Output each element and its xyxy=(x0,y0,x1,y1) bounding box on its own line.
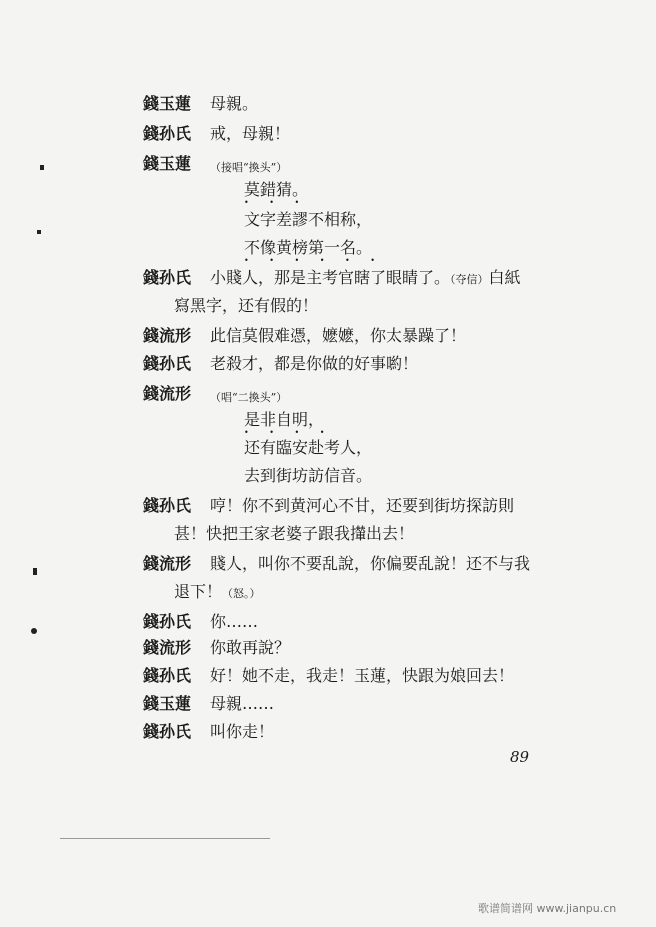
dialogue-continuation: 甚！快把王家老婆子跟我攆出去！ xyxy=(174,524,415,543)
margin-mark xyxy=(31,628,37,634)
margin-mark xyxy=(33,568,37,575)
dialogue: 此信莫假难憑，嬷嬷，你太暴躁了！ xyxy=(210,326,467,345)
dialogue: 好！她不走，我走！玉蓮，快跟为娘回去！ xyxy=(210,666,515,685)
speaker: 錢孙氏 xyxy=(143,722,192,741)
speaker: 錢孙氏 xyxy=(143,496,192,515)
emphasis-dots: • • • • • • xyxy=(244,256,385,265)
speaker: 錢玉蓮 xyxy=(143,694,192,713)
bottom-rule xyxy=(60,838,270,839)
speaker: 錢孙氏 xyxy=(143,268,192,287)
speaker: 錢流形 xyxy=(143,326,192,345)
speaker: 錢玉蓮 xyxy=(143,154,192,173)
speaker: 錢孙氏 xyxy=(143,354,192,373)
speaker: 錢玉蓮 xyxy=(143,94,192,113)
emphasis-dots: • • • xyxy=(244,198,309,207)
margin-mark xyxy=(40,165,44,170)
dialogue-continuation xyxy=(174,582,261,604)
speaker: 錢流形 xyxy=(143,384,192,403)
dialogue: 老殺才，都是你做的好事喲！ xyxy=(210,354,419,373)
dialogue xyxy=(210,268,521,290)
speaker: 錢孙氏 xyxy=(143,666,192,685)
lyric-line: 不像黄榜第一名。 xyxy=(244,238,373,257)
watermark: 歌谱简谱网 www.jianpu.cn xyxy=(478,902,617,915)
dialogue-text: 退下！ xyxy=(174,582,223,601)
stage-direction: （接唱“換头”） xyxy=(210,161,288,174)
stage-direction: （唱“二換头”） xyxy=(210,391,288,404)
dialogue-text: 小賤人，那是主考官瞎了眼睛了。 xyxy=(210,268,451,287)
speaker: 錢孙氏 xyxy=(143,612,192,631)
emphasis-dots: • • • • xyxy=(244,428,334,437)
dialogue: 母親…… xyxy=(210,694,275,713)
lyric-line: 文字差謬不相称， xyxy=(244,210,373,229)
dialogue: 哼！你不到黄河心不甘，还要到街坊探訪則 xyxy=(210,496,515,515)
lyric-line: 还有臨安赴考人， xyxy=(244,438,373,457)
dialogue: 母親。 xyxy=(210,94,259,113)
margin-mark xyxy=(37,230,41,234)
page-number: 89 xyxy=(510,748,530,766)
lyric-line: 莫錯猜。 xyxy=(244,180,309,199)
stage-direction: （怒。） xyxy=(222,587,261,600)
dialogue: 戒，母親！ xyxy=(210,124,291,143)
dialogue: 叫你走！ xyxy=(210,722,275,741)
dialogue: 你…… xyxy=(210,612,259,631)
lyric-line: 是非自明， xyxy=(244,410,325,429)
dialogue-continuation: 寫黑字，还有假的！ xyxy=(174,296,319,315)
speaker: 錢流形 xyxy=(143,554,192,573)
dialogue-text: 白紙 xyxy=(488,268,521,287)
dialogue: 你敢再說？ xyxy=(210,638,291,657)
speaker: 錢孙氏 xyxy=(143,124,192,143)
dialogue: 賤人，叫你不要乱說，你偏要乱說！还不与我 xyxy=(210,554,531,573)
lyric-line: 去到街坊訪信音。 xyxy=(244,466,373,485)
stage-direction: （夺信） xyxy=(450,273,489,286)
speaker: 錢流形 xyxy=(143,638,192,657)
